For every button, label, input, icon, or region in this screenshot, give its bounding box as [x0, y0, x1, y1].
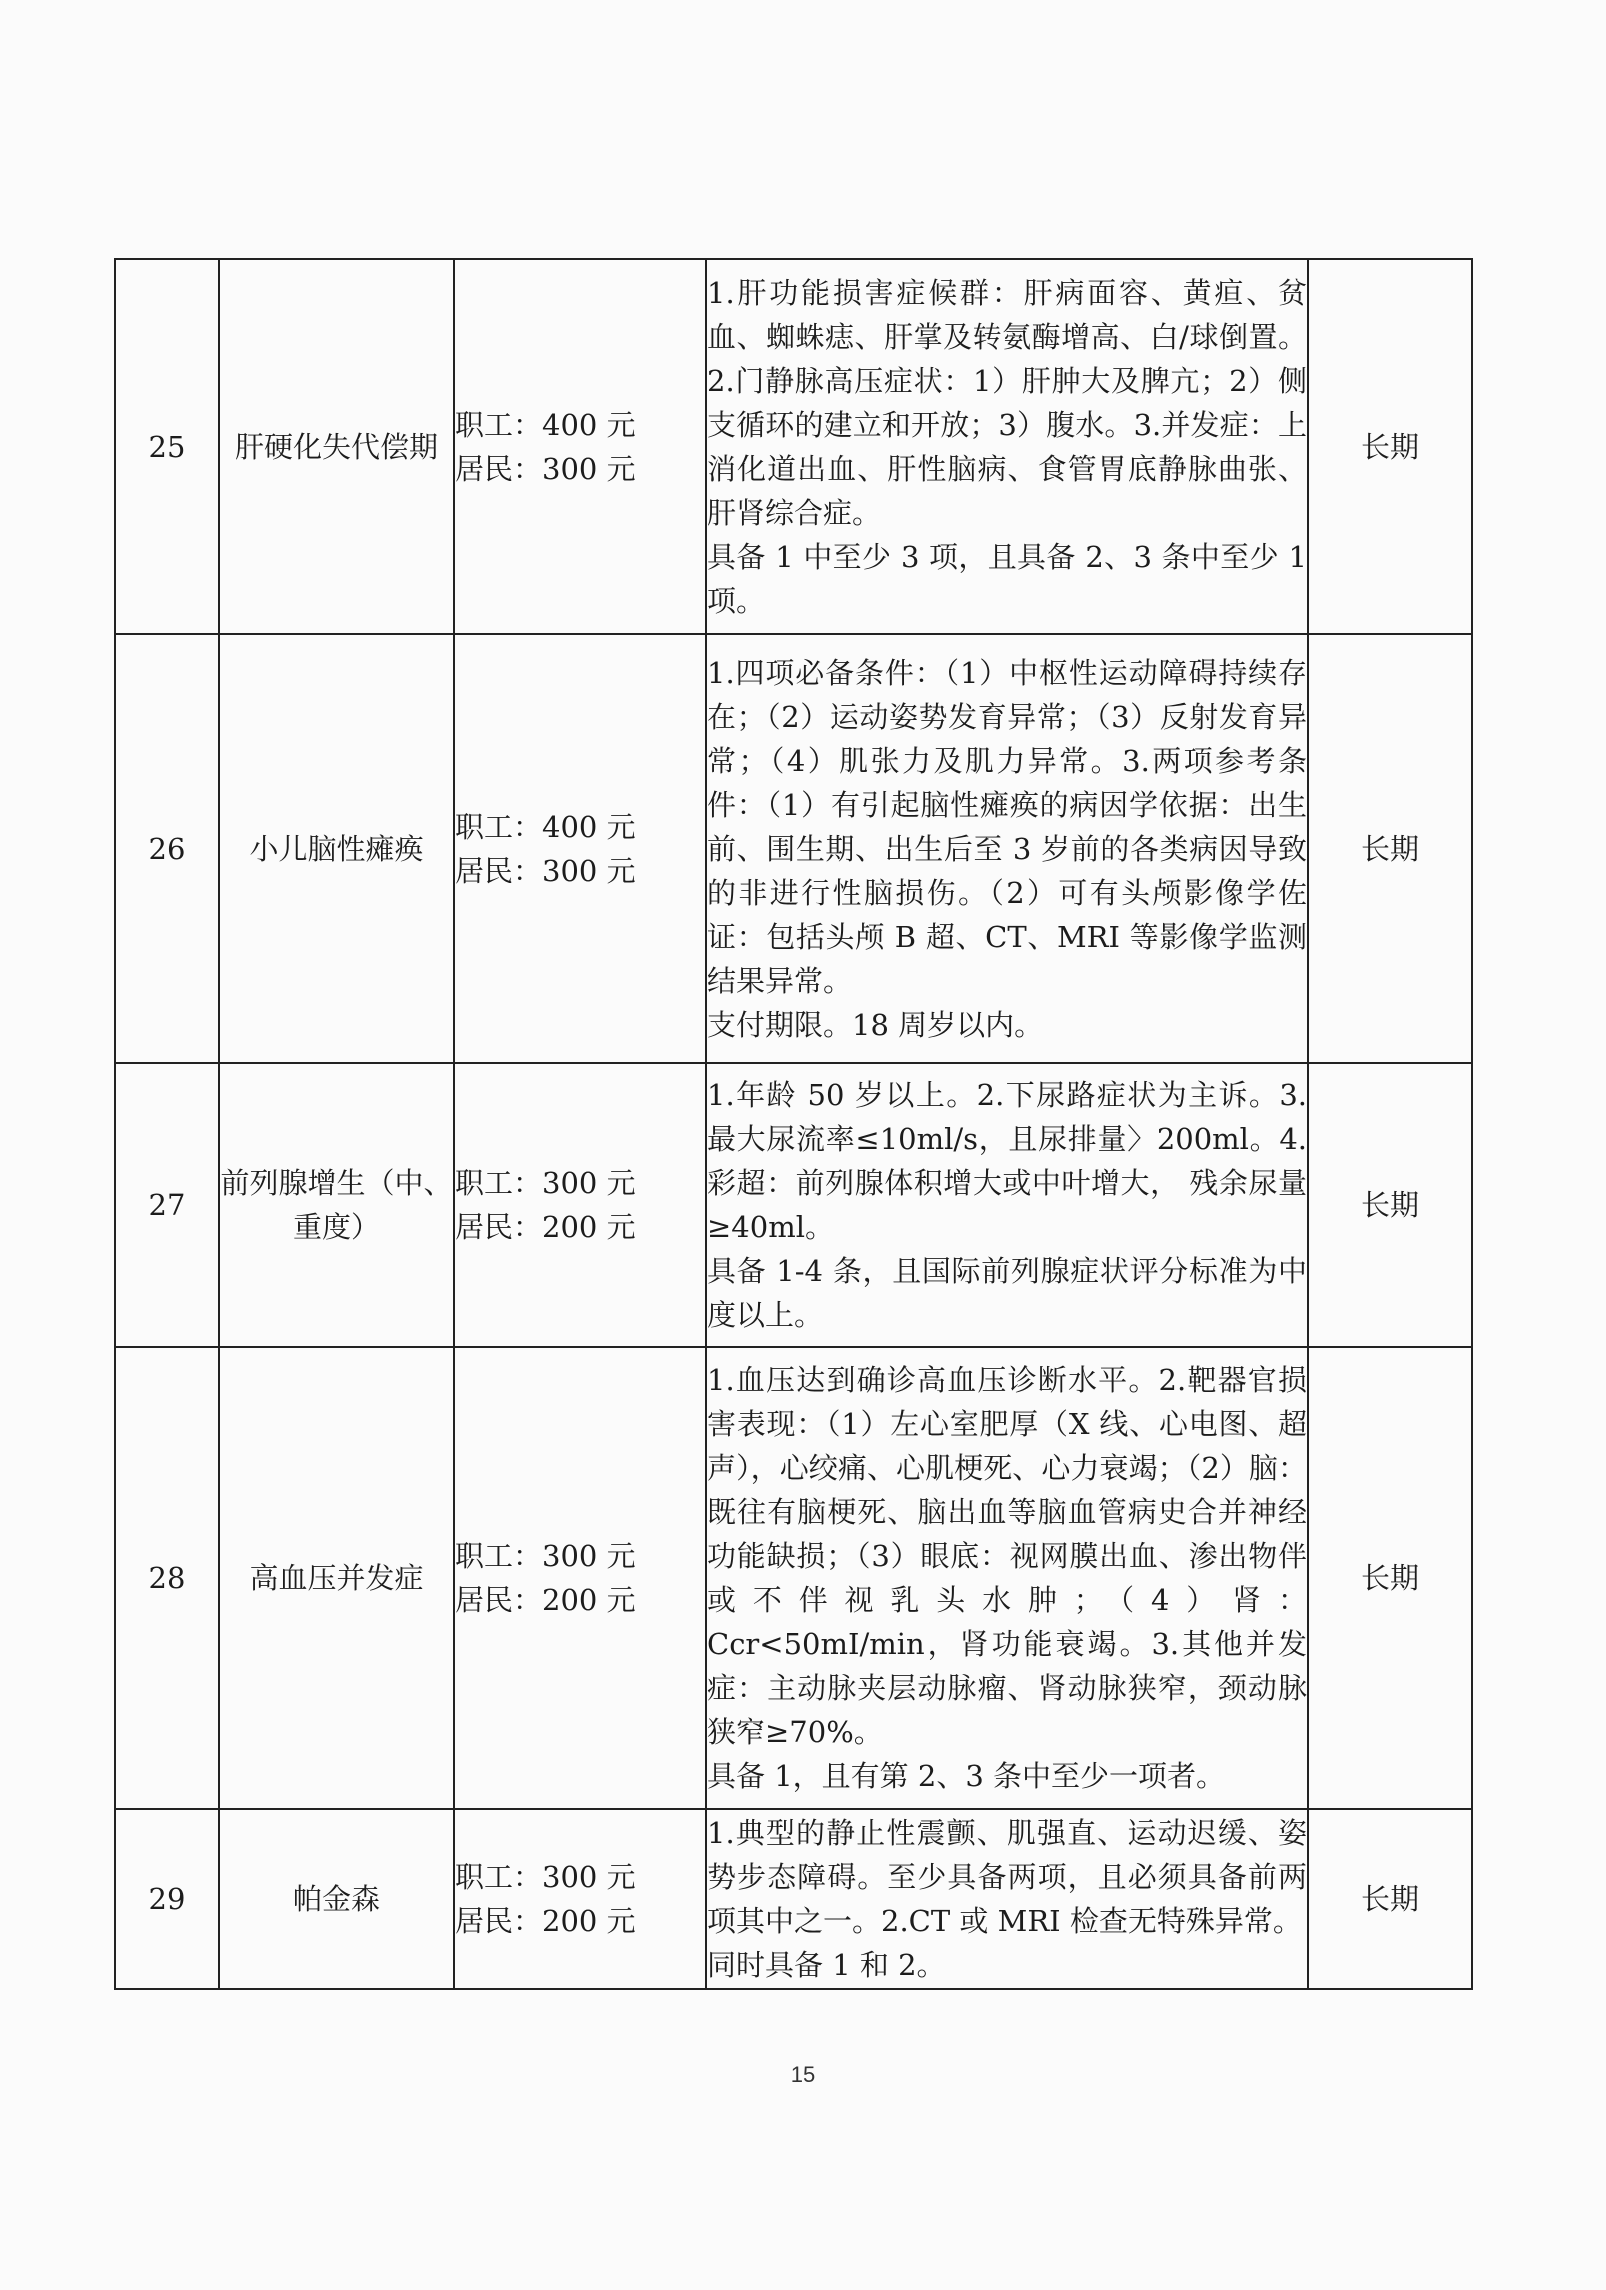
payment-quota [454, 259, 706, 634]
quota-resident: 居民：200 元 [455, 1210, 636, 1244]
table-row [115, 1347, 1472, 1809]
payment-period: 长期 [1308, 1809, 1472, 1989]
table-row [115, 1809, 1472, 1989]
payment-quota [454, 1063, 706, 1347]
criteria-text: 1.年龄 50 岁以上。2.下尿路症状为主诉。3.最大尿流率≤10ml/s，且尿排量〉200ml。4.彩超：前列腺体积增大或中叶增大， 残余尿量≥40ml。 [707, 1078, 1307, 1244]
criteria-text: 1.典型的静止性震颤、肌强直、运动迟缓、姿势步态障碍。至少具备两项，且必须具备前两项其中之一。2.CT 或 MRI 检查无特殊异常。 [707, 1816, 1307, 1938]
row-number: 28 [115, 1347, 219, 1809]
payment-period: 长期 [1308, 1347, 1472, 1809]
quota-employee: 职工：400 元 [455, 809, 636, 844]
disease-table [114, 258, 1473, 1990]
disease-name: 帕金森 [219, 1809, 454, 1989]
diagnosis-criteria [706, 1809, 1308, 1989]
criteria-note: 具备 1，且有第 2、3 条中至少一项者。 [707, 1759, 1226, 1793]
payment-period: 长期 [1308, 634, 1472, 1063]
criteria-text: 1.四项必备条件：（1）中枢性运动障碍持续存在；（2）运动姿势发育异常；（3）反射发育异常；（4）肌张力及肌力异常。3.两项参考条件：（1）有引起脑性瘫痪的病因学依据：出生前、围生期、出生后至 3 岁前的各类病因导致的非进行性脑损伤。（2）可有头颅影像学佐证：包括头颅 B 超、CT、MRI 等影像学监测结果异常。 [707, 655, 1307, 998]
payment-period: 长期 [1308, 1063, 1472, 1347]
quota-employee: 职工：300 元 [455, 1166, 636, 1200]
diagnosis-criteria [706, 634, 1308, 1063]
payment-quota [454, 1809, 706, 1989]
criteria-note: 具备 1 中至少 3 项，且具备 2、3 条中至少 1 项。 [707, 539, 1307, 618]
payment-period: 长期 [1308, 259, 1472, 634]
quota-employee: 职工：300 元 [455, 1860, 636, 1894]
quota-resident: 居民：300 元 [455, 853, 636, 888]
payment-quota [454, 634, 706, 1063]
row-number: 27 [115, 1063, 219, 1347]
quota-resident: 居民：300 元 [455, 451, 636, 486]
diagnosis-criteria [706, 1063, 1308, 1347]
table-row [115, 1063, 1472, 1347]
disease-name: 前列腺增生（中、重度） [219, 1063, 454, 1347]
criteria-note: 具备 1-4 条，且国际前列腺症状评分标准为中度以上。 [707, 1254, 1307, 1332]
diagnosis-criteria [706, 1347, 1308, 1809]
row-number: 25 [115, 259, 219, 634]
table-row [115, 259, 1472, 634]
quota-employee: 职工：400 元 [455, 407, 636, 442]
criteria-text: 1.血压达到确诊高血压诊断水平。2.靶器官损害表现：（1）左心室肥厚（X 线、心电图、超声），心绞痛、心肌梗死、心力衰竭；（2）脑：既往有脑梗死、脑出血等脑血管病史合并神经功能缺损；（3）眼底：视网膜出血、渗出物伴或不伴视乳头水肿；（4）肾：Ccr<50mI/min，肾功能衰竭。3.其他并发症：主动脉夹层动脉瘤、肾动脉狭窄，颈动脉狭窄≥70%。 [707, 1363, 1307, 1749]
row-number: 26 [115, 634, 219, 1063]
row-number: 29 [115, 1809, 219, 1989]
criteria-note: 支付期限。18 周岁以内。 [707, 1007, 1044, 1042]
disease-name: 高血压并发症 [219, 1347, 454, 1809]
criteria-text: 1.肝功能损害症候群：肝病面容、黄疸、贫血、蜘蛛痣、肝掌及转氨酶增高、白/球倒置。2.门静脉高压症状：1）肝肿大及脾亢；2）侧支循环的建立和开放；3）腹水。3.并发症：上消化道出血、肝性脑病、食管胃底静脉曲张、肝肾综合症。 [707, 275, 1307, 530]
quota-resident: 居民：200 元 [455, 1583, 636, 1617]
quota-resident: 居民：200 元 [455, 1904, 636, 1938]
table-row [115, 634, 1472, 1063]
page-number: 15 [790, 2062, 816, 2087]
disease-name: 肝硬化失代偿期 [219, 259, 454, 634]
quota-employee: 职工：300 元 [455, 1539, 636, 1573]
diagnosis-criteria [706, 259, 1308, 634]
payment-quota [454, 1347, 706, 1809]
disease-name: 小儿脑性瘫痪 [219, 634, 454, 1063]
criteria-note: 同时具备 1 和 2。 [707, 1948, 946, 1982]
